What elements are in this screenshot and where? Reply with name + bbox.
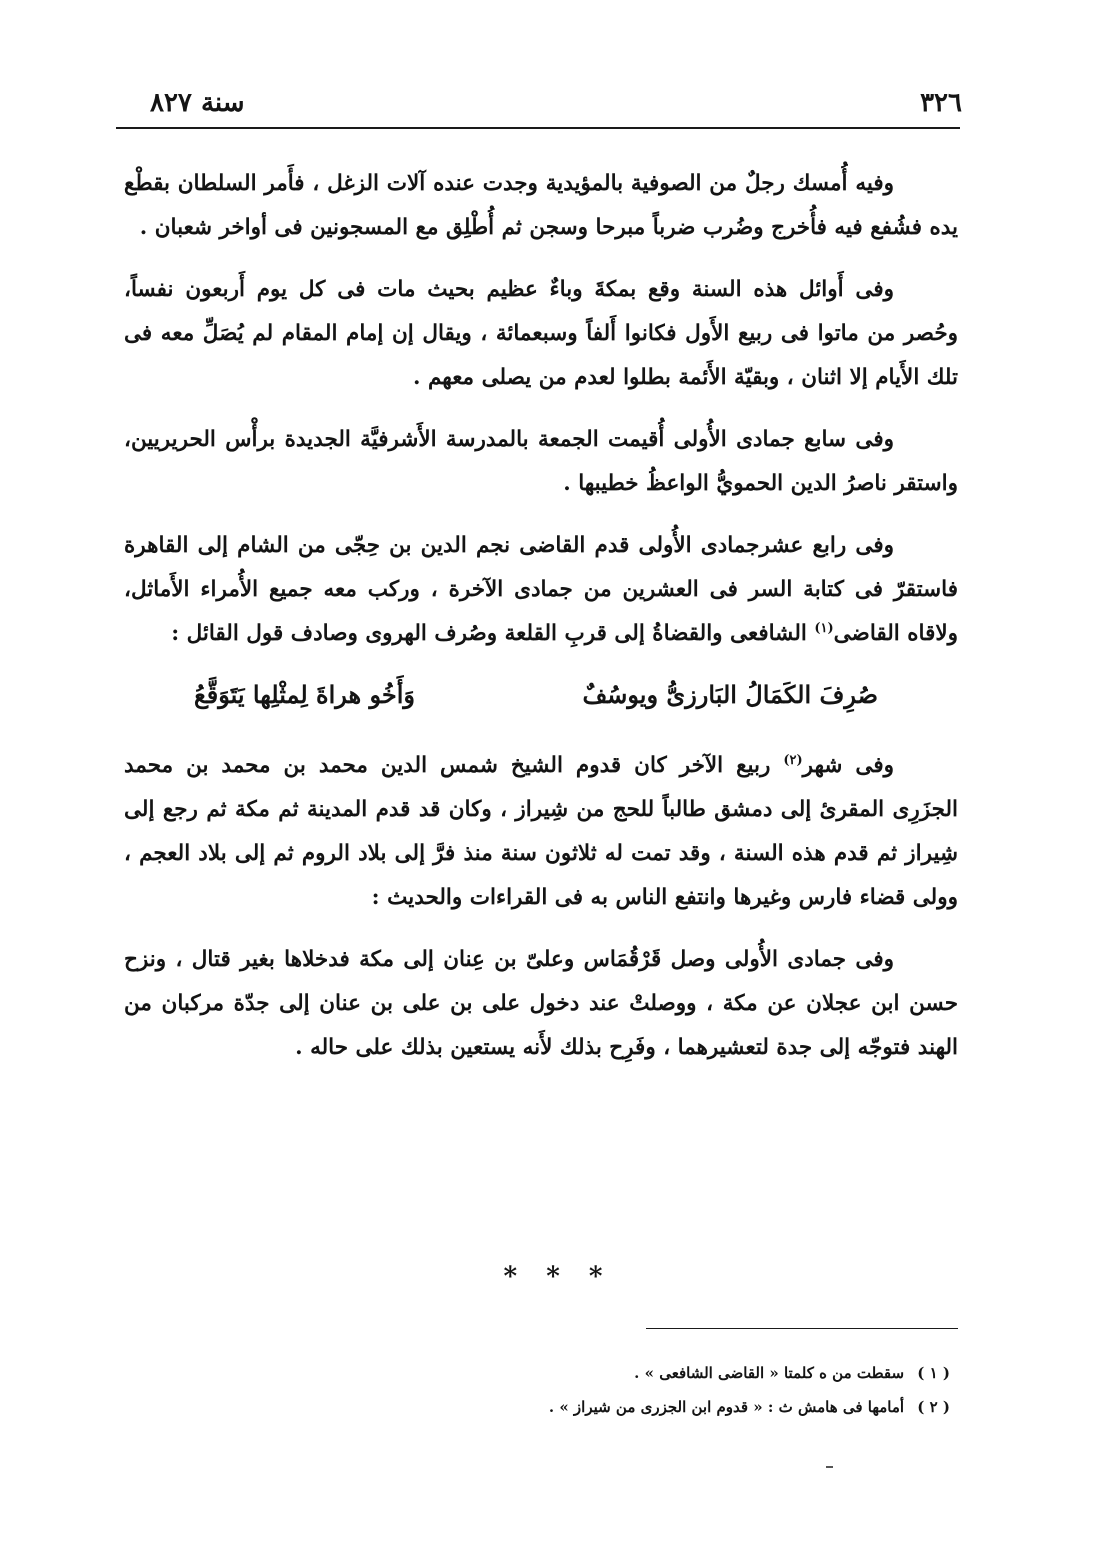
footnote-2 xyxy=(400,1390,950,1424)
footnote-text: سقطت من ه كلمتا « القاضى الشافعى » . xyxy=(634,1364,905,1382)
footnote-marker: ( ١ ) xyxy=(917,1364,950,1382)
paragraph-text: الشافعى والقضاةُ إلى قربِ القلعة وصُرف الهروى وصادف قول القائل : xyxy=(171,621,815,646)
paragraph-text: ربيع الآخر كان قدوم الشيخ شمس الدين محمد بن محمد بن محمد الجزَرِى المقرئ إلى دمشق طالباً للحج من شِيراز ، وكان قد قدم المدينة ثم مكة ثم رجع إلى شِيراز ثم قدم هذه السنة ، وقد تمت له ثلاثون سنة منذ فرَّ إلى بلاد الروم ثم إلى بلاد العجم ، وولى قضاء فارس وغيرها وانتفع الناس به فى القراءات والحديث : xyxy=(124,753,958,910)
footnotes xyxy=(400,1356,950,1424)
footnote-1 xyxy=(400,1356,950,1390)
body-text xyxy=(124,162,958,1088)
paragraph-ibn-jazari xyxy=(124,744,958,920)
section-ornament: * * * xyxy=(503,1262,613,1292)
header-year-label: سنة ٨٢٧ xyxy=(150,88,245,118)
footnote-rule xyxy=(646,1328,958,1329)
footnote-reference-2: (٢) xyxy=(783,752,803,768)
paragraph-text: وفى رابع عشرجمادى الأُولى قدم القاضى نجم الدين بن حِجّى من الشام إلى القاهرة فاستقرّ فى كتابة السر فى العشرين من جمادى الآخرة ، وركب معه جميع الأُمراء الأَماثل، ولاقاه القاضى xyxy=(124,533,958,646)
paragraph-text: وفى شهر xyxy=(802,753,894,778)
paragraph-sufi-arrest: وفيه أُمسك رجلٌ من الصوفية بالمؤيدية وجدت عنده آلات الزغل ، فأَمر السلطان بقطْع يده فشُفع فيه فأُخرج وضُرب ضرباً مبرحا وسجن ثم أُطْلِق مع المسجونين فى أواخر شعبان . xyxy=(124,171,958,240)
print-speck xyxy=(826,1466,833,1468)
page-number: ٣٢٦ xyxy=(920,88,962,118)
verse-second-hemistich: وَأَخُو هراةَ لِمثْلِها يَتَوَقَّعُ xyxy=(194,680,416,709)
paragraph-friday-prayer: وفى سابع جمادى الأُولى أُقيمت الجمعة بالمدرسة الأَشرفيَّة الجديدة برأْس الحريريين، واستقر ناصرُ الدين الحمويُّ الواعظُ خطيبها . xyxy=(124,427,958,496)
footnote-reference-1: (١) xyxy=(814,620,834,636)
header-rule xyxy=(116,127,960,129)
verse-first-hemistich: صُرِفَ الكَمَالُ البَارزىُّ ويوسُفٌ xyxy=(582,680,878,709)
footnote-marker: ( ٢ ) xyxy=(917,1398,950,1416)
paragraph-qurqumas-mecca: وفى جمادى الأُولى وصل قَرْقُمَاس وعلىّ بن عِنان إلى مكة فدخلاها بغير قتال ، ونزح حسن ابن عجلان عن مكة ، ووصلتْ عند دخول على بن على بن عنان إلى جدّة مركبان من الهند فتوجّه إلى جدة لتعشيرهما ، وفَرِح بذلك لأَنه يستعين بذلك على حاله . xyxy=(124,947,958,1060)
paragraph-mecca-epidemic: وفى أَوائل هذه السنة وقع بمكةَ وباءٌ عظيم بحيث مات فى كل يوم أَربعون نفساً، وحُصر من ماتوا فى ربيع الأَول فكانوا أَلفاً وسبعمائة ، ويقال إن إمام المقام لم يُصَلِّ معه فى تلك الأَيام إلا اثنان ، وبقيّة الأَئمة بطلوا لعدم من يصلى معهم . xyxy=(124,277,958,390)
footnote-text: أمامها فى هامش ث : « قدوم ابن الجزرى من شيراز » . xyxy=(548,1398,905,1416)
running-head xyxy=(120,88,962,128)
poetry-verse xyxy=(124,674,958,724)
paragraph-judge-appointment xyxy=(124,524,958,656)
